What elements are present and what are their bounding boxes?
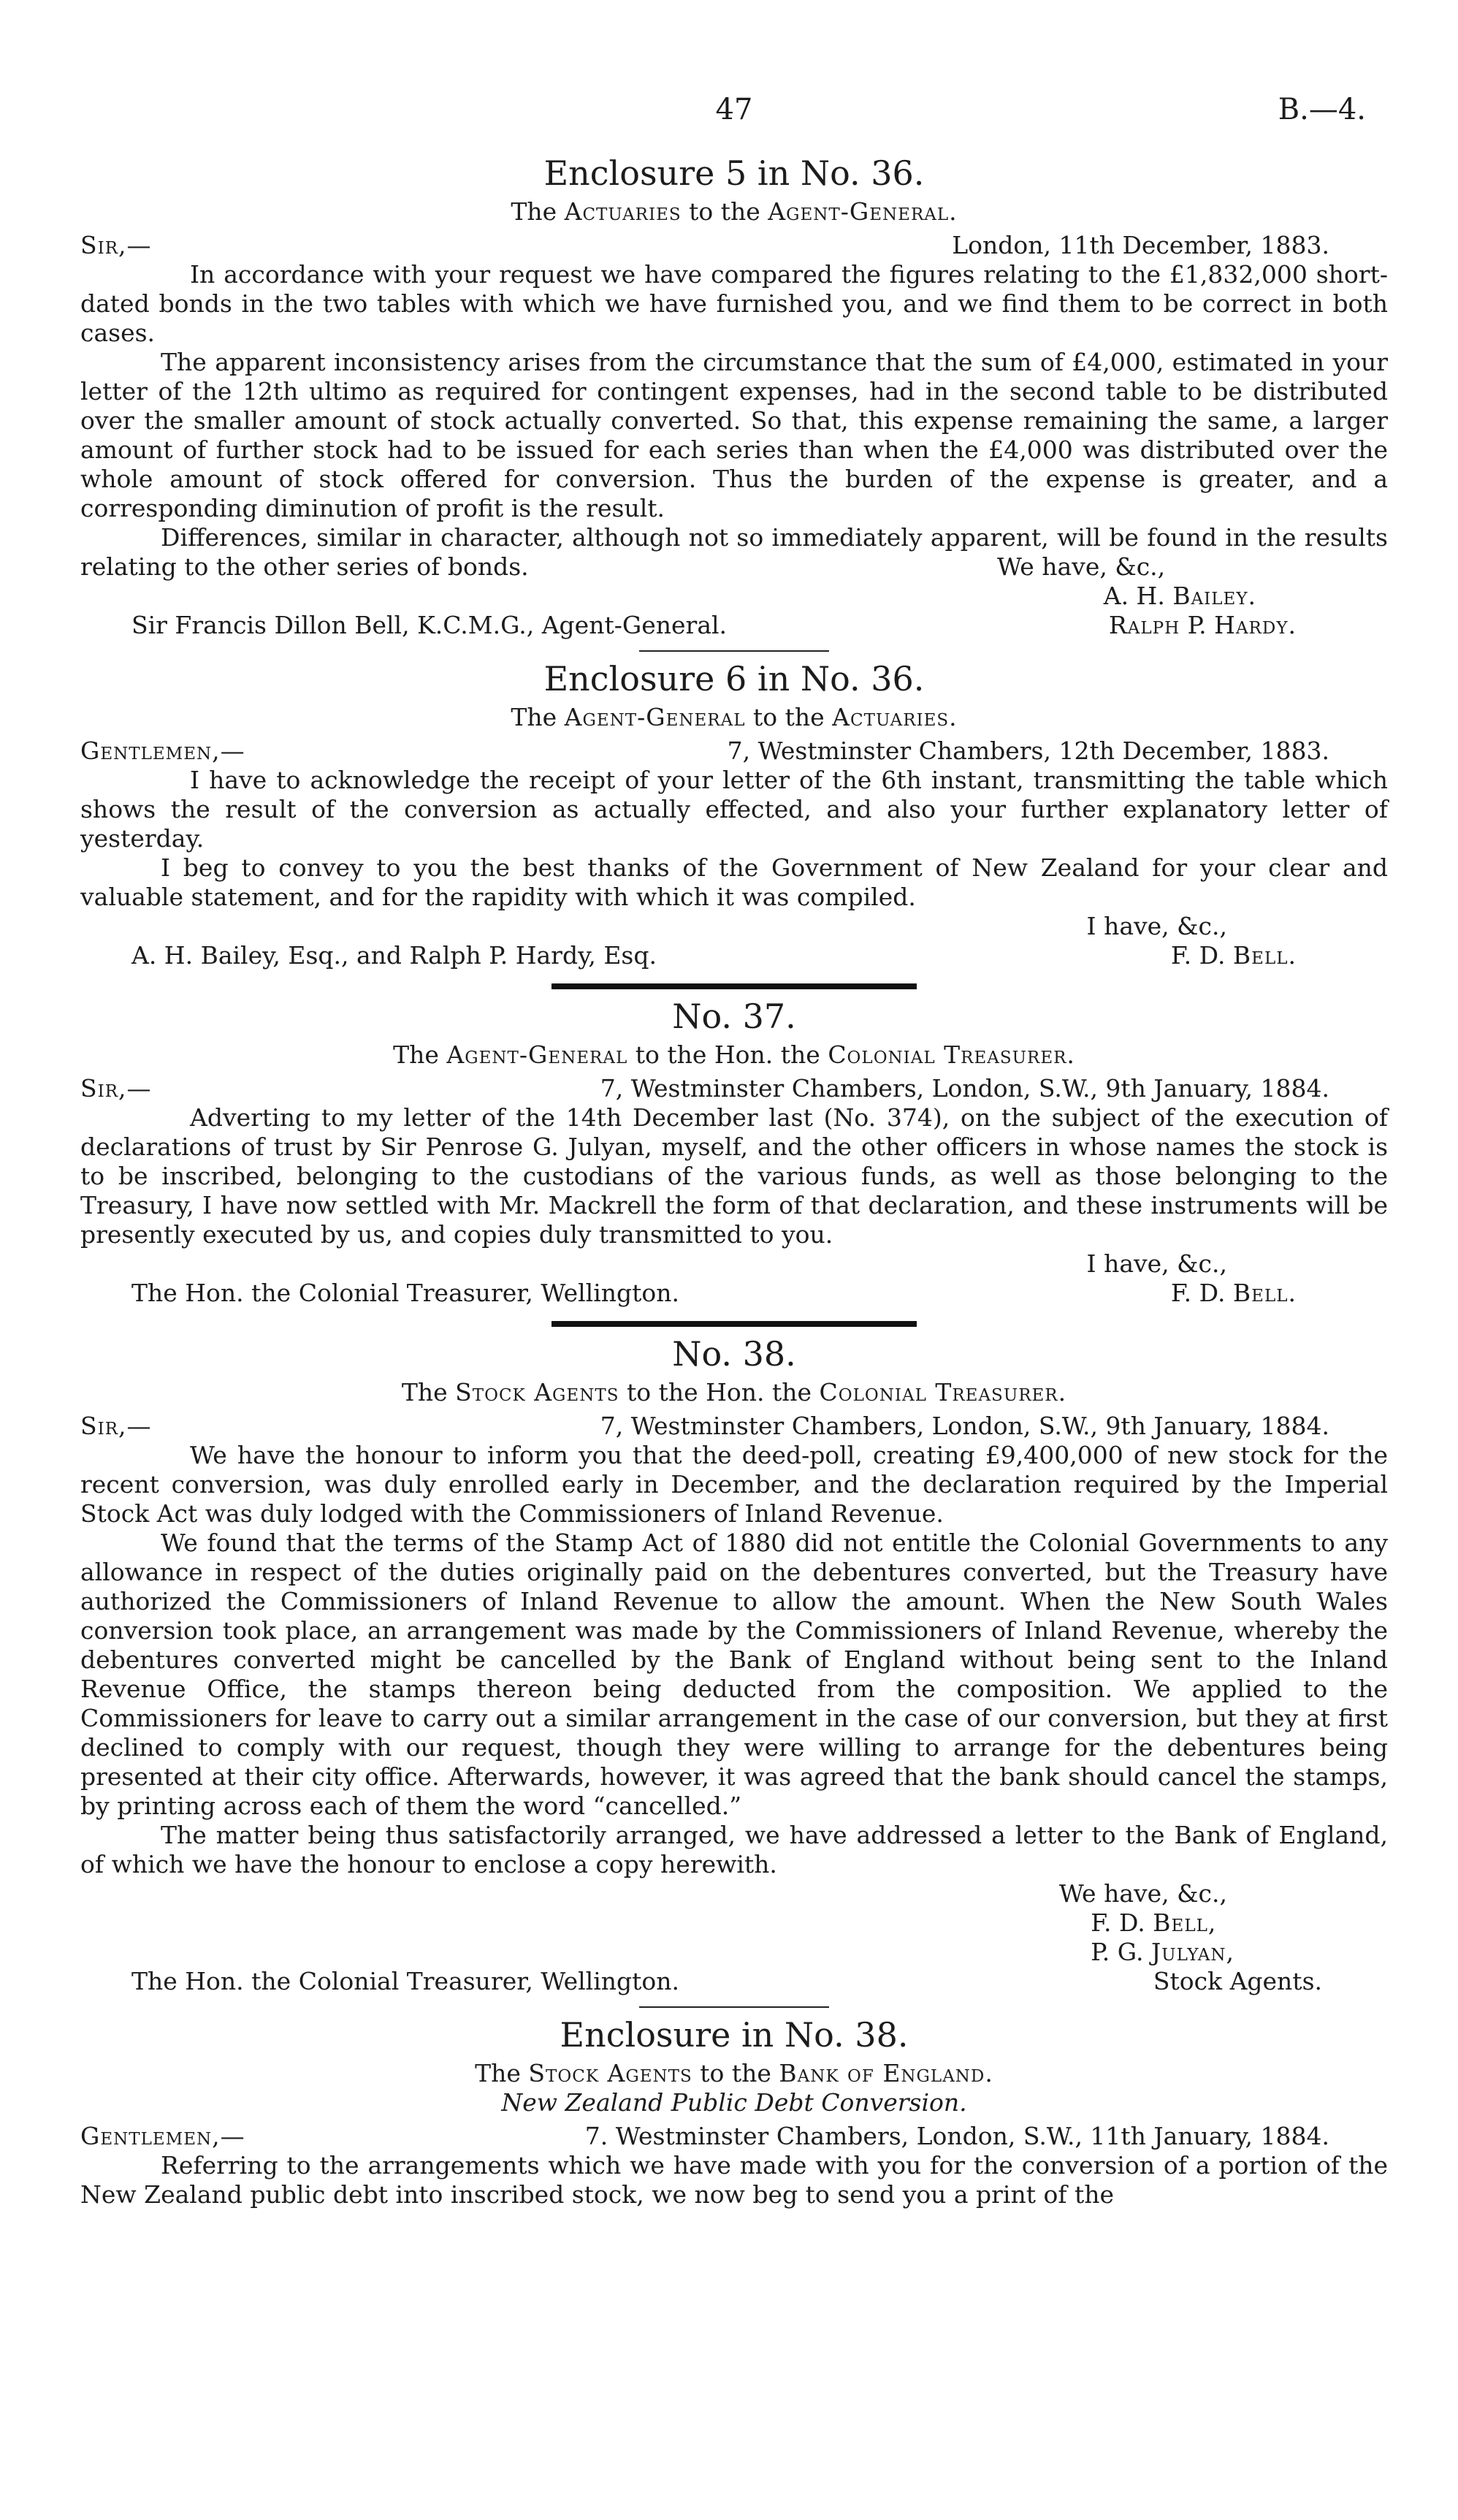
page-reference: B.—4. — [1278, 93, 1366, 126]
enclosure-38-subtitle: The Stock Agents to the Bank of England. — [475, 2059, 993, 2087]
salutation: Gentlemen,— — [80, 736, 245, 765]
place-date: 7, Westminster Chambers, 12th December, 1883. — [727, 736, 1329, 765]
enclosure-5-subtitle: The Actuaries to the Agent-General. — [511, 197, 958, 226]
signatory: A. H. Bailey. — [1103, 582, 1256, 610]
paragraph: We have the honour to inform you that the deed-poll, creating £9,400,000 of new stock for the recent conversion, was duly enrolled early in December, and the declaration required by the Imperial Stock Act was duly lodged with the Commissioners of Inland Revenue. — [80, 1441, 1388, 1528]
no-38-section — [80, 1333, 1388, 1996]
signatory: F. D. Bell. — [1170, 1279, 1297, 1307]
paragraph: Adverting to my letter of the 14th December last (No. 374), on the subject of the execution of declarations of trust by Sir Penrose G. Julyan, myself, and the other officers in whose names the stock is to be inscribed, belonging to the custodians of the various funds, as well as those belonging to the Treasury, I have now settled with Mr. Mackrell the form of that declaration, and these instruments will be presently executed by us, and copies duly transmitted to you. — [80, 1103, 1388, 1249]
enclosure-38-subject: New Zealand Public Debt Conversion. — [501, 2088, 967, 2117]
signatory: P. G. Julyan, — [1091, 1938, 1234, 1966]
closing: I have, &c., — [1086, 912, 1227, 940]
signatories — [1091, 1908, 1234, 1967]
salutation: Sir,— — [80, 231, 152, 259]
signatory: F. D. Bell. — [1170, 941, 1297, 970]
place-date: London, 11th December, 1883. — [952, 231, 1329, 259]
signature-block — [80, 1908, 1388, 1967]
paragraph: The matter being thus satisfactorily arranged, we have addressed a letter to the Bank of England, of which we have the honour to enclose a copy herewith. — [80, 1821, 1388, 1878]
divider — [639, 650, 829, 652]
no-37-section — [80, 995, 1388, 1308]
signatory-role: Stock Agents. — [1153, 1967, 1322, 1995]
enclosure-5-section — [80, 152, 1388, 640]
paragraph: In accordance with your request we have compared the figures relating to the £1,832,000 short-dated bonds in the two tables with which we have furnished you, and we find them to be correct in both cases. — [80, 260, 1388, 347]
page-header — [80, 80, 1388, 139]
enclosure-6-title: Enclosure 6 in No. 36. — [543, 659, 925, 698]
last-paragraph-wrap — [80, 523, 1388, 582]
enclosure-38-section — [80, 2014, 1388, 2209]
page-number: 47 — [715, 93, 753, 126]
no-37-title: No. 37. — [672, 997, 796, 1036]
enclosure-6-subtitle: The Agent-General to the Actuaries. — [511, 703, 958, 731]
signatory: Ralph P. Hardy. — [1108, 611, 1297, 639]
document-page — [80, 80, 1388, 2209]
enclosure-6-heading-row — [80, 736, 1388, 766]
salutation: Sir,— — [80, 1074, 152, 1103]
enclosure-38-title: Enclosure in No. 38. — [560, 2015, 909, 2055]
place-date: 7. Westminster Chambers, London, S.W., 11th January, 1884. — [584, 2122, 1329, 2150]
paragraph: Differences, similar in character, although not so immediately apparent, will be found in the results relating to the other series of bonds. — [80, 523, 1388, 581]
closing: I have, &c., — [1086, 1249, 1227, 1278]
no-37-heading-row — [80, 1074, 1388, 1103]
addressee: A. H. Bailey, Esq., and Ralph P. Hardy, Esq. — [131, 941, 657, 970]
salutation: Sir,— — [80, 1412, 152, 1440]
enclosure-6-section — [80, 658, 1388, 970]
divider — [551, 983, 917, 989]
place-date: 7, Westminster Chambers, London, S.W., 9th January, 1884. — [600, 1074, 1329, 1103]
no-37-subtitle: The Agent-General to the Hon. the Colonial Treasurer. — [393, 1040, 1075, 1069]
paragraph: Referring to the arrangements which we have made with you for the conversion of a portion of the New Zealand public debt into inscribed stock, we now beg to send you a print of the — [80, 2151, 1388, 2209]
no-38-heading-row — [80, 1412, 1388, 1441]
enclosure-5-heading-row — [80, 231, 1388, 260]
addressee-row — [80, 1279, 1388, 1308]
paragraph: We found that the terms of the Stamp Act of 1880 did not entitle the Colonial Governments to any allowance in respect of the duties originally paid on the debentures converted, but the Treasury have authorized the Commissioners of Inland Revenue to allow the amount. When the New South Wales conversion took place, an arrangement was made by the Commissioners of Inland Revenue, whereby the debentures converted might be cancelled by the Bank of England without being sent to the Inland Revenue Office, the stamps thereon being deducted from the composition. We applied to the Commissioners for leave to carry out a similar arrangement in the case of our conversion, but they at first declined to comply with our request, though they were willing to arrange for the debentures being presented at their city office. Afterwards, however, it was agreed that the bank should cancel the stamps, by printing across each of them the word “cancelled.” — [80, 1529, 1388, 1820]
no-38-subtitle: The Stock Agents to the Hon. the Colonial Treasurer. — [401, 1378, 1067, 1406]
enclosure-5-title: Enclosure 5 in No. 36. — [543, 153, 925, 193]
no-38-title: No. 38. — [672, 1334, 796, 1374]
signature-block — [80, 582, 1388, 611]
addressee-row — [80, 1967, 1388, 1996]
divider — [639, 2006, 829, 2008]
divider — [551, 1321, 917, 1327]
signatory: F. D. Bell, — [1091, 1908, 1217, 1937]
closing: We have, &c., — [990, 552, 1165, 582]
place-date: 7, Westminster Chambers, London, S.W., 9th January, 1884. — [600, 1412, 1329, 1440]
addressee: Sir Francis Dillon Bell, K.C.M.G., Agent-General. — [131, 611, 728, 639]
addressee: The Hon. the Colonial Treasurer, Wellington. — [131, 1279, 680, 1307]
paragraph: The apparent inconsistency arises from the circumstance that the sum of £4,000, estimated in your letter of the 12th ultimo as required for contingent expenses, had in the second table to be distributed over the smaller amount of stock actually converted. So that, this expense remaining the same, a larger amount of further stock had to be issued for each series than when the £4,000 was distributed over the whole amount of stock offered for conversion. Thus the burden of the expense is greater, and a corresponding diminution of profit is the result. — [80, 348, 1388, 522]
addressee-row — [80, 611, 1388, 640]
paragraph: I have to acknowledge the receipt of your letter of the 6th instant, transmitting the table which shows the result of the conversion as actually effected, and also your further explanatory letter of yesterday. — [80, 766, 1388, 853]
paragraph: I beg to convey to you the best thanks of the Government of New Zealand for your clear and valuable statement, and for the rapidity with which it was compiled. — [80, 853, 1388, 911]
addressee: The Hon. the Colonial Treasurer, Wellington. — [131, 1967, 680, 1995]
enclosure-38-heading-row — [80, 2122, 1388, 2151]
closing: We have, &c., — [1058, 1879, 1227, 1908]
addressee-row — [80, 941, 1388, 970]
salutation: Gentlemen,— — [80, 2122, 245, 2150]
